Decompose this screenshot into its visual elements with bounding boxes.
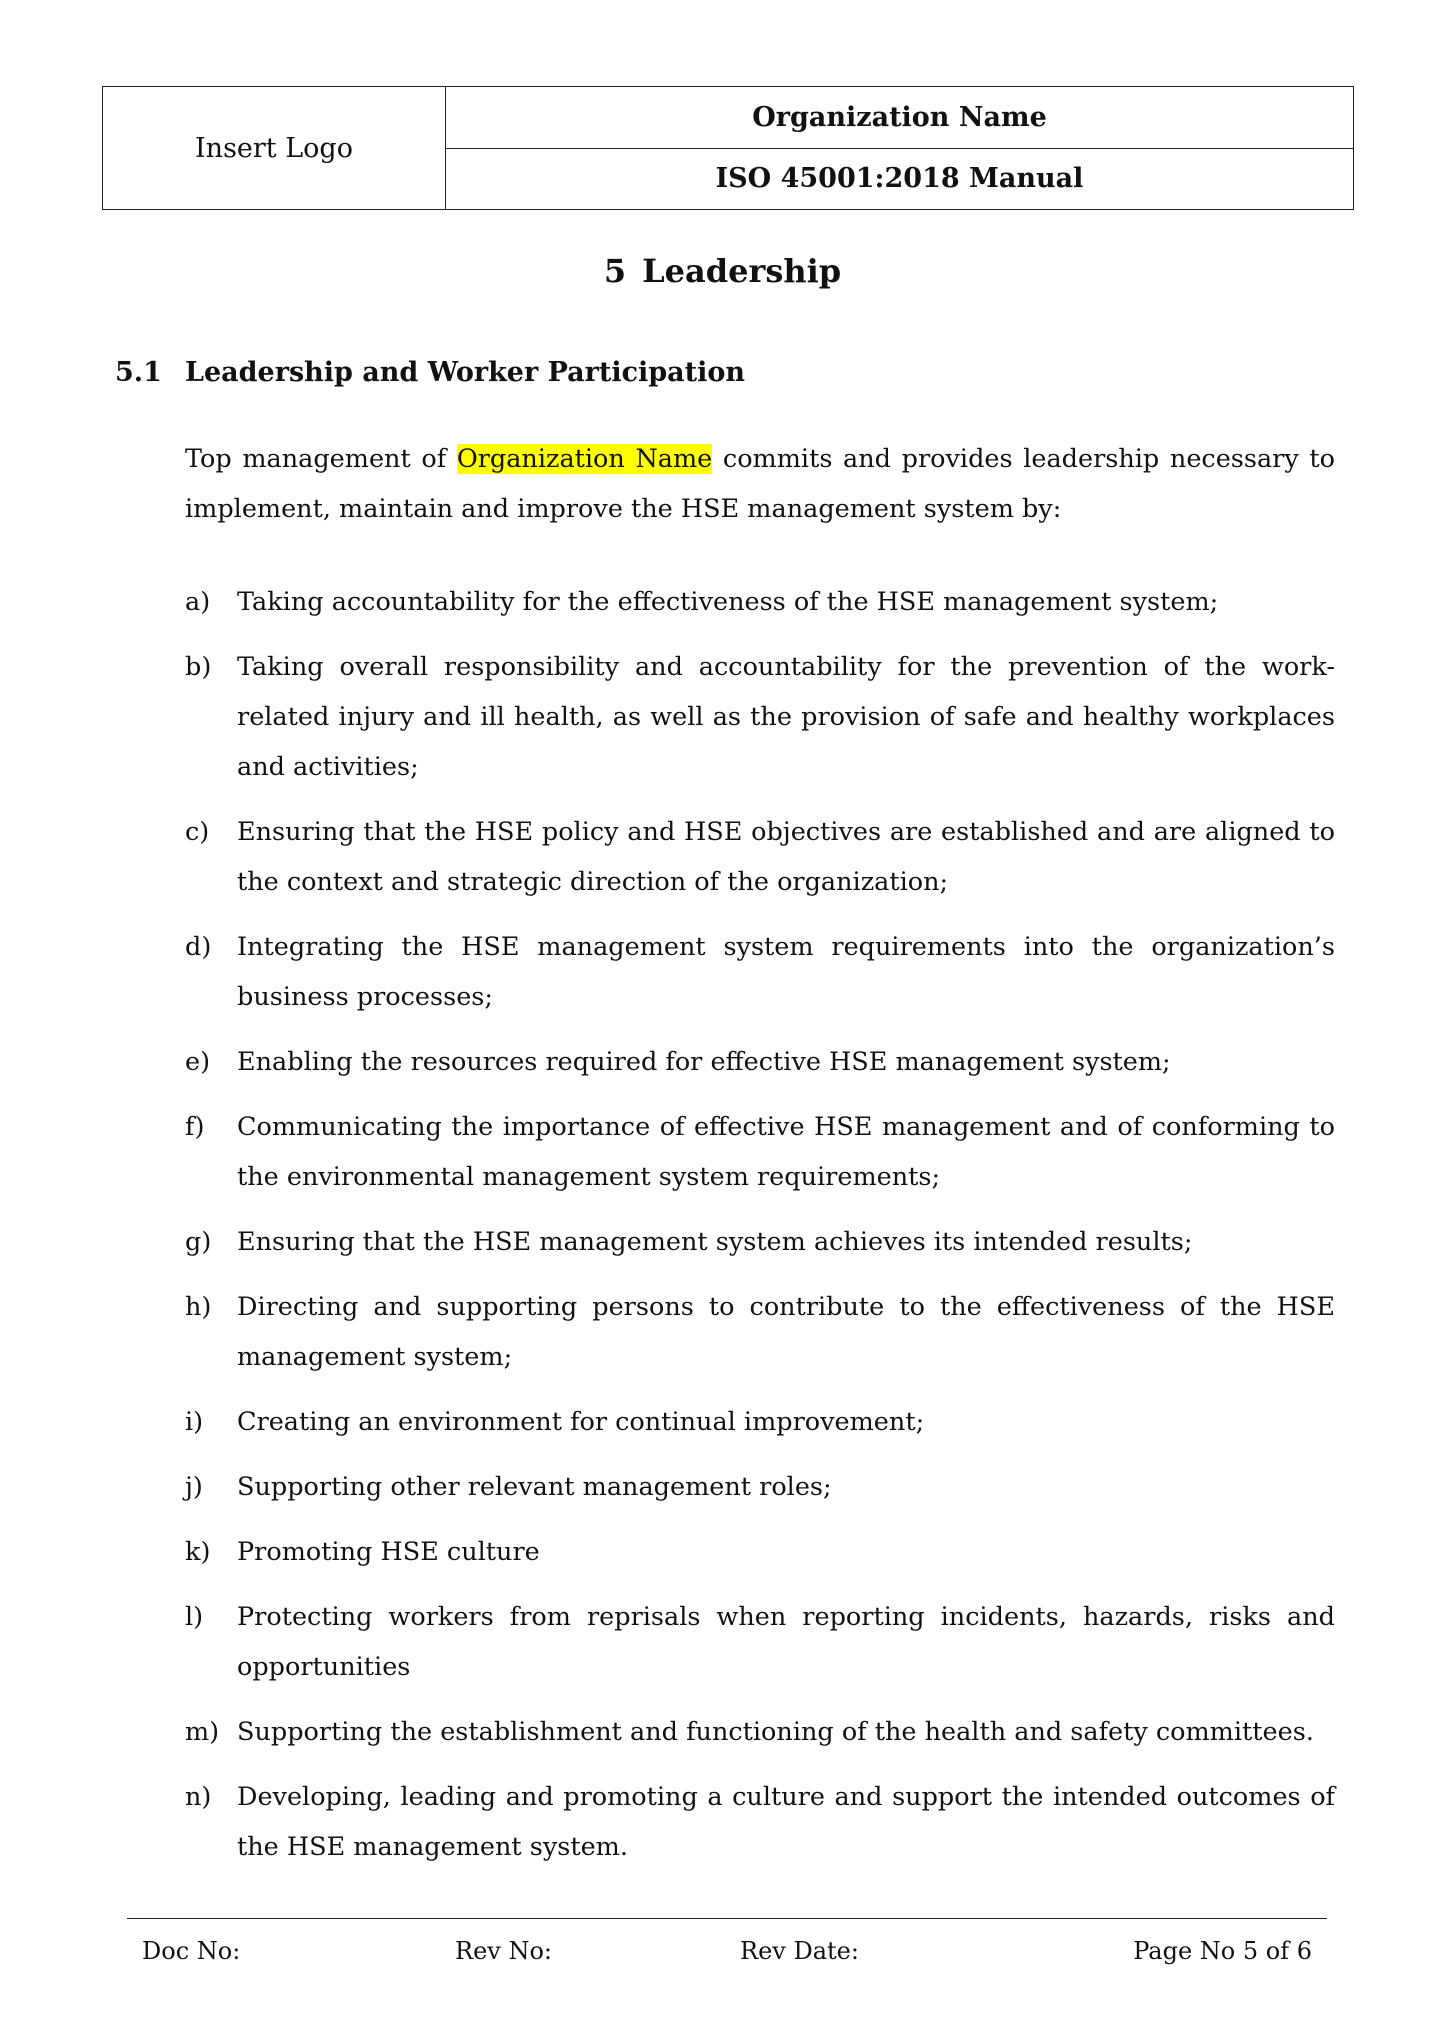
list-item-text: Enabling the resources required for effective HSE management system; (237, 1047, 1171, 1077)
leadership-commitments-list (185, 577, 1335, 1887)
list-item (185, 1592, 1335, 1692)
list-item-text: Directing and supporting persons to contribute to the effectiveness of the HSE management system; (237, 1292, 1335, 1372)
list-item (185, 642, 1335, 792)
list-item-text: Protecting workers from reprisals when reporting incidents, hazards, risks and opportunities (237, 1602, 1335, 1682)
list-item (185, 1707, 1335, 1757)
list-item (185, 1527, 1335, 1577)
intro-paragraph (185, 434, 1335, 534)
chapter-heading (0, 252, 1445, 290)
list-marker: f) (185, 1112, 205, 1142)
document-footer (142, 1937, 1312, 1977)
list-item-text: Ensuring that the HSE policy and HSE objectives are established and are aligned to the context and strategic direction of the organization; (237, 817, 1335, 897)
list-marker: k) (185, 1537, 211, 1567)
list-item-text: Ensuring that the HSE management system achieves its intended results; (237, 1227, 1193, 1257)
list-item (185, 1102, 1335, 1202)
list-marker: e) (185, 1047, 211, 1077)
list-item-text: Developing, leading and promoting a culture and support the intended outcomes of the HSE management system. (237, 1782, 1335, 1862)
list-item (185, 1037, 1335, 1087)
highlighted-organization-name: Organization Name (456, 444, 713, 474)
list-item (185, 1217, 1335, 1267)
header-title-cells (446, 87, 1353, 209)
list-item (185, 1462, 1335, 1512)
intro-prefix: Top management of (185, 444, 447, 474)
document-header-table (102, 86, 1354, 210)
list-item (185, 577, 1335, 627)
list-item-text: Integrating the HSE management system requirements into the organization’s business processes; (237, 932, 1335, 1012)
list-marker: m) (185, 1717, 220, 1747)
list-item-text: Supporting other relevant management roles; (237, 1472, 832, 1502)
footer-doc-no: Doc No: (142, 1937, 241, 1965)
logo-placeholder: Insert Logo (103, 87, 446, 209)
list-marker: a) (185, 587, 211, 617)
list-item (185, 807, 1335, 907)
chapter-number: 5 (603, 252, 627, 290)
list-marker: h) (185, 1292, 212, 1322)
list-marker: i) (185, 1407, 204, 1437)
footer-rev-date: Rev Date: (740, 1937, 859, 1965)
footer-rev-no: Rev No: (455, 1937, 552, 1965)
list-item-text: Taking accountability for the effectiveness of the HSE management system; (237, 587, 1219, 617)
list-item-text: Taking overall responsibility and accountability for the prevention of the work-related injury and ill health, as well as the provision of safe and healthy workplaces and activities; (237, 652, 1335, 782)
list-marker: n) (185, 1782, 212, 1812)
list-item-text: Supporting the establishment and functioning of the health and safety committees. (237, 1717, 1314, 1747)
list-marker: d) (185, 932, 212, 962)
section-title: Leadership and Worker Participation (185, 357, 746, 388)
list-item-text: Creating an environment for continual improvement; (237, 1407, 925, 1437)
organization-name: Organization Name (446, 87, 1353, 149)
list-marker: g) (185, 1227, 212, 1257)
list-item (185, 1397, 1335, 1447)
footer-page-number: Page No 5 of 6 (1133, 1937, 1312, 1965)
list-marker: c) (185, 817, 210, 847)
footer-divider (127, 1918, 1327, 1919)
list-item (185, 1282, 1335, 1382)
section-number: 5.1 (115, 357, 162, 388)
section-heading (115, 357, 745, 388)
intro-suffix: commits and provides leadership necessary to implement, maintain and improve the HSE management system by: (185, 444, 1336, 524)
chapter-title: Leadership (642, 252, 842, 290)
list-item-text: Communicating the importance of effective HSE management and of conforming to the environmental management system requirements; (237, 1112, 1335, 1192)
manual-title: ISO 45001:2018 Manual (715, 163, 1084, 195)
list-marker: b) (185, 652, 212, 682)
list-item-text: Promoting HSE culture (237, 1537, 540, 1567)
list-marker: j) (185, 1472, 203, 1502)
list-marker: l) (185, 1602, 204, 1632)
list-item (185, 922, 1335, 1022)
list-item (185, 1772, 1335, 1872)
